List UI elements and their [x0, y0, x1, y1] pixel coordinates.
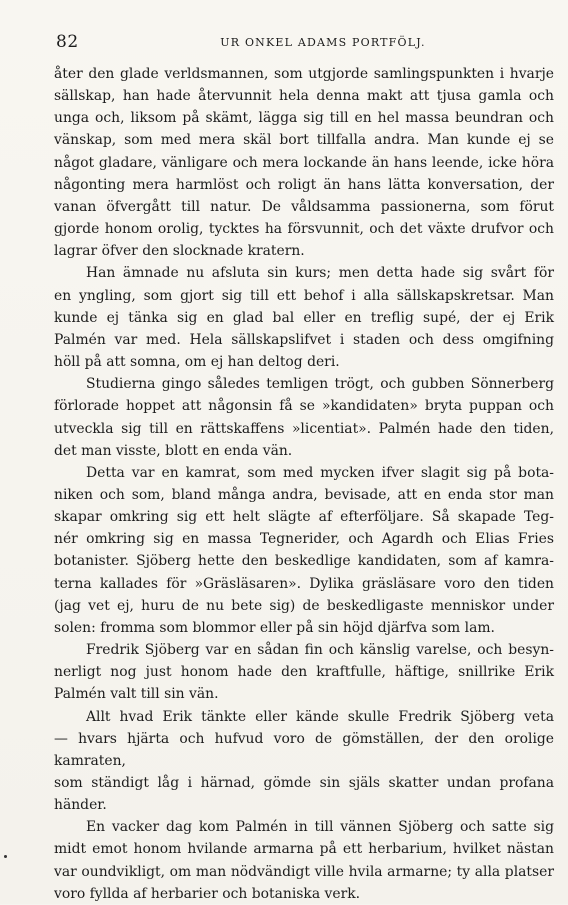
page-number: 82	[56, 32, 79, 52]
text-line: botanister. Sjöberg hette den beskedlige kandidaten, som af kamra-	[54, 553, 554, 570]
text-line: Palmén valt till sin vän.	[54, 686, 219, 703]
text-line: En vacker dag kom Palmén in till vännen Sjöberg och satte sig	[86, 819, 554, 836]
text-line: Studierna gingo således temligen trögt, och gubben Sönnerberg	[86, 376, 554, 393]
text-line: vänskap, som med mera skäl bort tillfalla andra. Man kunde ej se	[54, 132, 554, 149]
text-line: höll på att somna, om ej han deltog deri.	[54, 354, 340, 371]
running-title: UR ONKEL ADAMS PORTFÖLJ.	[220, 36, 426, 49]
text-line: vanan öfvergått till natur. De våldsamma passionerna, som förut	[54, 198, 554, 215]
page-speck	[4, 855, 7, 858]
body-text	[54, 63, 554, 905]
text-line: förlorade hoppet att någonsin få se »kandidaten» bryta puppan och	[54, 398, 554, 415]
text-line: Han ämnade nu afsluta sin kurs; men detta hade sig svårt för	[86, 265, 554, 282]
text-line: — hvars hjärta och hufvud voro de gömställen, der den orolige kamraten,	[54, 730, 554, 769]
text-line: lagrar öfver den slocknade kratern.	[54, 243, 305, 260]
text-line: en yngling, som gjort sig till ett behof i alla sällskapskretsar. Man	[54, 287, 554, 304]
text-line: Fredrik Sjöberg var en sådan fin och känslig varelse, och besyn-	[86, 642, 554, 659]
text-line: var oundvikligt, om man nödvändigt ville hvila armarne; ty alla platser	[54, 863, 554, 880]
text-line: nerligt nog just honom hade den kraftfulle, häftige, snillrike Erik	[54, 664, 554, 681]
text-line: nér omkring sig en massa Tegnerider, och Agardh och Elias Fries	[54, 531, 554, 548]
text-line: som ständigt låg i härnad, gömde sin själs skatter undan profana händer.	[54, 775, 554, 814]
text-line: Allt hvad Erik tänkte eller kände skulle Fredrik Sjöberg veta	[86, 708, 554, 725]
text-line: någonting mera harmlöst och roligt än hans lätta konversation, der	[54, 176, 554, 193]
text-line: gjorde honom orolig, tycktes ha försvunnit, och det växte drufvor och	[54, 221, 554, 238]
text-line: sällskap, han hade återvunnit hela denna makt att tjusa gamla och	[54, 88, 554, 105]
text-line: midt emot honom hvilande armarna på ett herbarium, hvilket nästan	[54, 841, 554, 858]
page-header	[56, 30, 550, 54]
text-line: åter den glade verldsmannen, som utgjorde samlingspunkten i hvarje	[54, 66, 554, 82]
text-line: något gladare, vänligare och mera lockande än hans leende, icke höra	[54, 154, 554, 171]
text-line: (jag vet ej, huru de nu bete sig) de beskedligaste menniskor under	[54, 597, 554, 614]
text-line: voro fyllda af herbarier och botaniska verk.	[54, 885, 361, 902]
text-line: terna kallades för »Gräsläsaren». Dylika gräsläsare voro den tiden	[54, 575, 554, 592]
text-line: skapar omkring sig ett helt slägte af efterföljare. Så skapade Teg-	[54, 509, 554, 526]
text-line: kunde ej tänka sig en glad bal eller en treflig supé, der ej Erik	[54, 309, 554, 326]
text-line: niken och som, bland många andra, bevisade, att en enda stor man	[54, 486, 554, 503]
text-line: solen: fromma som blommor eller på sin höjd djärfva som lam.	[54, 619, 495, 636]
text-line: unga och, liksom på skämt, lägga sig till en hel massa beundran och	[54, 110, 554, 127]
text-line: utveckla sig till en rättskaffens »licentiat». Palmén hade den tiden,	[54, 420, 554, 437]
text-line: Detta var en kamrat, som med mycken ifver slagit sig på bota-	[86, 464, 554, 481]
text-line: det man visste, blott en enda vän.	[54, 442, 293, 459]
text-line: Palmén var med. Hela sällskapslifvet i staden och dess omgifning	[54, 331, 554, 348]
